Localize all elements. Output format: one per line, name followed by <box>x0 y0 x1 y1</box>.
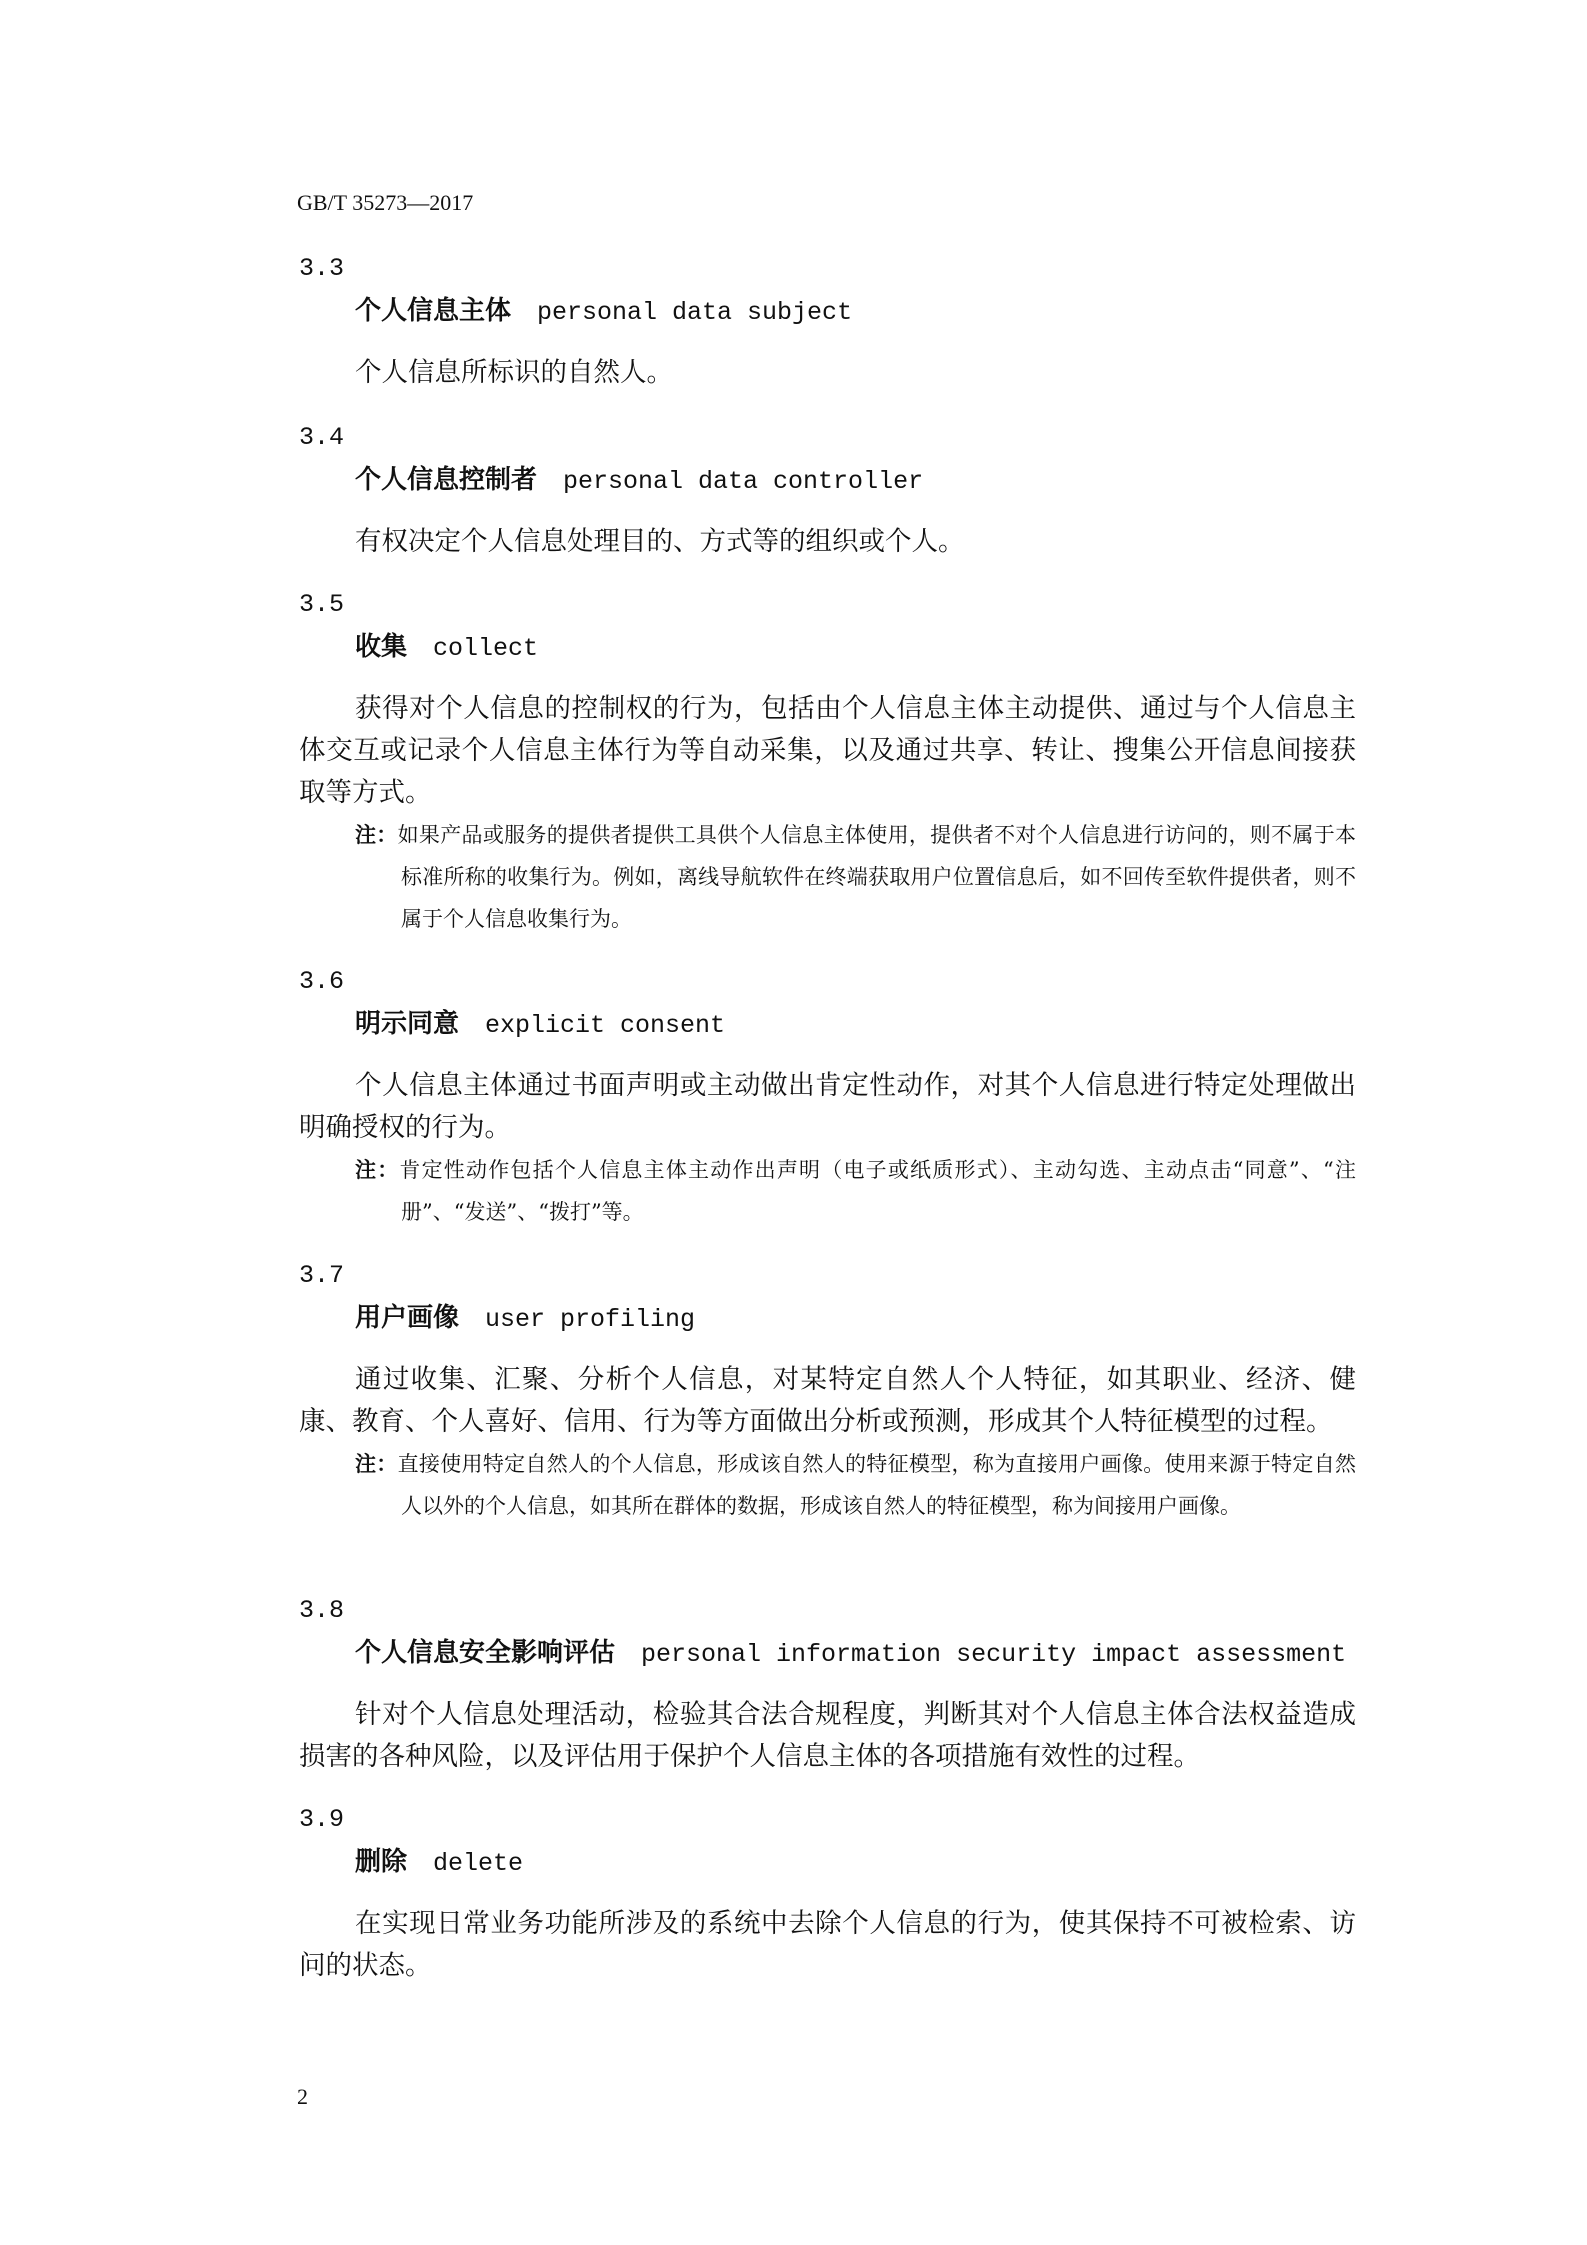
term-heading <box>299 1841 1356 1884</box>
note-text: 肯定性动作包括个人信息主体主动作出声明（电子或纸质形式）、主动勾选、主动点击“同意”、“注册”、“发送”、“拨打”等。 <box>399 1158 1356 1224</box>
section-3-8 <box>299 1589 1356 1778</box>
section-3-6 <box>299 960 1356 1233</box>
section-3-4 <box>299 416 1356 563</box>
term-heading <box>299 626 1356 669</box>
definition: 在实现日常业务功能所涉及的系统中去除个人信息的行为，使其保持不可被检索、访问的状态。 <box>299 1908 1356 1981</box>
definition: 个人信息主体通过书面声明或主动做出肯定性动作，对其个人信息进行特定处理做出明确授权的行为。 <box>299 1070 1356 1143</box>
term-zh: 个人信息控制者 <box>355 465 538 495</box>
term-heading <box>299 1003 1356 1046</box>
term-en: collect <box>433 634 539 663</box>
term-heading <box>299 1632 1356 1675</box>
section-number: 3.7 <box>299 1261 345 1290</box>
section-number: 3.3 <box>299 254 345 283</box>
term-zh: 收集 <box>355 632 408 662</box>
note <box>355 1149 1356 1233</box>
term-zh: 明示同意 <box>355 1009 460 1039</box>
definition: 获得对个人信息的控制权的行为，包括由个人信息主体主动提供、通过与个人信息主体交互或记录个人信息主体行为等自动采集，以及通过共享、转让、搜集公开信息间接获取等方式。 <box>299 693 1356 808</box>
term-en: personal information security impact assessment <box>641 1640 1347 1669</box>
note-label: 注： <box>355 1158 400 1182</box>
note-label: 注： <box>355 823 398 847</box>
definition: 针对个人信息处理活动，检验其合法合规程度，判断其对个人信息主体合法权益造成损害的各种风险，以及评估用于保护个人信息主体的各项措施有效性的过程。 <box>299 1699 1356 1772</box>
document-header: GB/T 35273—2017 <box>297 190 474 215</box>
definition: 有权决定个人信息处理目的、方式等的组织或个人。 <box>355 526 965 557</box>
term-en: personal data subject <box>537 298 853 327</box>
term-zh: 个人信息主体 <box>355 296 512 326</box>
term-zh: 个人信息安全影响评估 <box>355 1638 616 1668</box>
term-zh: 用户画像 <box>355 1303 460 1333</box>
term-heading <box>299 459 1356 502</box>
section-number: 3.5 <box>299 590 345 619</box>
section-3-5 <box>299 583 1356 940</box>
definition: 通过收集、汇聚、分析个人信息，对某特定自然人个人特征，如其职业、经济、健康、教育、个人喜好、信用、行为等方面做出分析或预测，形成其个人特征模型的过程。 <box>299 1364 1356 1437</box>
note-text: 直接使用特定自然人的个人信息，形成该自然人的特征模型，称为直接用户画像。使用来源于特定自然人以外的个人信息，如其所在群体的数据，形成该自然人的特征模型，称为间接用户画像。 <box>397 1452 1356 1518</box>
note <box>355 814 1356 940</box>
definition: 个人信息所标识的自然人。 <box>355 357 673 388</box>
note <box>355 1443 1356 1527</box>
section-3-9 <box>299 1798 1356 1987</box>
section-number: 3.6 <box>299 967 345 996</box>
note-text: 如果产品或服务的提供者提供工具供个人信息主体使用，提供者不对个人信息进行访问的，则不属于本标准所称的收集行为。例如，离线导航软件在终端获取用户位置信息后，如不回传至软件提供者，则不属于个人信息收集行为。 <box>397 823 1356 931</box>
section-number: 3.8 <box>299 1596 345 1625</box>
term-heading <box>299 1297 1356 1340</box>
section-number: 3.9 <box>299 1805 345 1834</box>
section-3-3 <box>299 247 1356 394</box>
note-label: 注： <box>355 1452 398 1476</box>
section-number: 3.4 <box>299 423 345 452</box>
term-heading <box>299 290 1356 333</box>
term-en: explicit consent <box>485 1011 726 1040</box>
page-number: 2 <box>297 2084 308 2109</box>
term-zh: 删除 <box>355 1847 408 1877</box>
term-en: user profiling <box>485 1305 696 1334</box>
section-3-7 <box>299 1254 1356 1527</box>
term-en: personal data controller <box>563 467 924 496</box>
term-en: delete <box>433 1849 524 1878</box>
